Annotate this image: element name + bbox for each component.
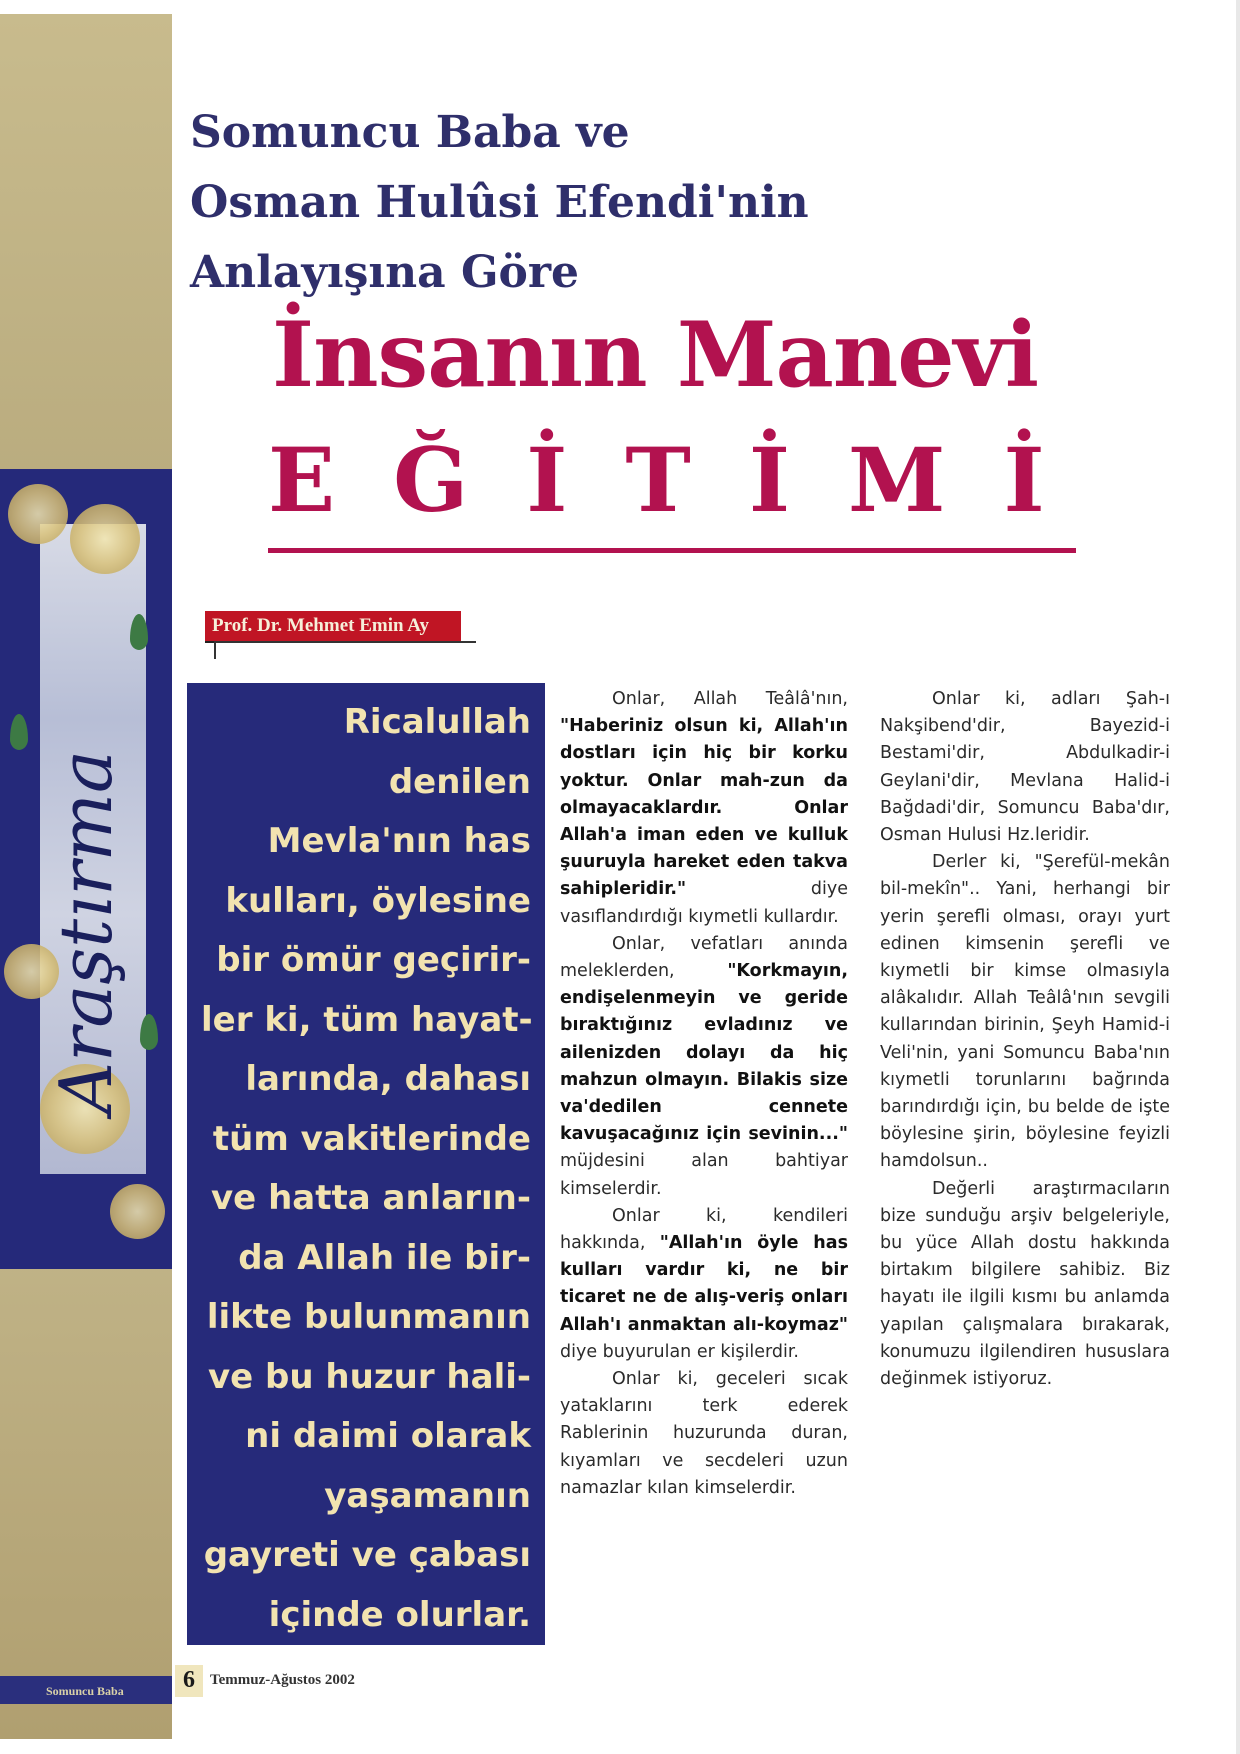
- text-run: Onlar ki, kendileri hakkında,: [560, 1205, 848, 1254]
- author-rule: [214, 641, 476, 643]
- quote-bold: "Allah'ın öyle has kulları vardır ki, ne bir ticaret ne de alış-veriş onları Allah'ı anmaktan alı-koymaz": [560, 1233, 848, 1335]
- pre-title-line: Osman Hulûsi Efendi'nin: [190, 177, 809, 228]
- quote-line: gayreti ve çabası: [203, 1535, 531, 1575]
- quote-line: yaşamanın: [324, 1475, 531, 1516]
- quote-line: ni daimi olarak: [245, 1416, 531, 1456]
- paragraph: Onlar ki, geceleri sıcak yataklarını terk ederek Rablerinin huzurunda duran, kıyamları ve secdeleri uzun namazlar kılan kimselerdir.: [560, 1369, 848, 1498]
- pre-title: [190, 98, 950, 308]
- quote-line: denilen: [388, 761, 531, 802]
- main-title-line1: İnsanın Manevi: [272, 302, 1039, 408]
- text-run: diye vasıflandırdığı kıymetli kullardır.: [560, 879, 848, 927]
- flower-ornament: [110, 1184, 165, 1239]
- page-number: 6: [183, 1667, 195, 1693]
- magazine-name: Somuncu Baba: [46, 1684, 124, 1698]
- quote-line: ler ki, tüm hayat-: [201, 999, 533, 1040]
- title-underline: [268, 548, 1076, 553]
- quote-line: bir ömür geçirir-: [216, 940, 531, 980]
- page-number-box: [175, 1665, 203, 1697]
- flower-ornament: [8, 484, 68, 544]
- section-label: Araştırma: [44, 750, 128, 1114]
- decorative-side-band: [0, 14, 172, 1739]
- quote-line: larında, dahası: [245, 1059, 531, 1099]
- pull-quote: [187, 683, 545, 1645]
- author-rule-tick: [214, 641, 216, 659]
- author-badge: [205, 611, 461, 643]
- text-run: Onlar, vefatları anında meleklerden,: [560, 933, 848, 982]
- page-edge: [1236, 0, 1240, 1754]
- text-run: müjdesini alan bahtiyar kimselerdir.: [560, 1151, 848, 1199]
- main-title-line2: EĞİTİMİ: [268, 428, 1103, 532]
- article-column-1: [560, 686, 848, 1502]
- pull-quote-text: [201, 693, 531, 1645]
- quote-line: tüm vakitlerinde: [212, 1118, 531, 1159]
- quote-line: da Allah ile bir-: [238, 1237, 531, 1278]
- pre-title-line: Somuncu Baba ve: [190, 107, 630, 158]
- paragraph: Derler ki, "Şerefül-mekân bil-mekîn".. Yani, herhangi bir yerin şerefli olması, orayı yurt edinen kimsenin şerefli ve kıymetli bir kimse olmasıyla alâkalıdır. Allah Teâlâ'nın sevgili kullarından birinin, Şeyh Hamid-i Veli'nin, yani Somuncu Baba'nın kıymetli torunlarını bağrında barındırdığı için, bu belde de işte böylesine şirin, böylesine feyizli hamdolsun..: [880, 852, 1170, 1172]
- quote-line: Ricalullah: [343, 702, 531, 742]
- quote-line: içinde olurlar.: [268, 1594, 531, 1635]
- issue-date: Temmuz-Ağustos 2002: [210, 1672, 355, 1688]
- author-name: Prof. Dr. Mehmet Emin Ay: [212, 615, 430, 636]
- text-run: diye buyurulan er kişilerdir.: [560, 1341, 799, 1362]
- quote-bold: "Korkmayın, endişelenmeyin ve geride bıraktığınız evladınız ve ailenizden dolayı da hiç mahzun olmayın. Bilakis size va'dedilen cennete kavuşacağınız için sevinin...": [560, 961, 848, 1145]
- article-column-2: [880, 686, 1170, 1393]
- quote-line: kulları, öylesine: [225, 880, 531, 921]
- paragraph: [560, 1203, 848, 1366]
- paragraph: [560, 931, 848, 1203]
- quote-line: likte bulunmanın: [206, 1297, 531, 1337]
- magazine-name-bar: [0, 1676, 172, 1704]
- text-run: Onlar, Allah Teâlâ'nın,: [612, 689, 848, 709]
- paragraph: Değerli araştırmacıların bize sunduğu arşiv belgeleriyle, bu yüce Allah dostu hakkında birtakım bilgilere sahibiz. Biz hayatı ile ilgili kısmı bu anlamda yapılan çalışmalara bırakarak, konumuzu ilgilendiren hususlara değinmek istiyoruz.: [880, 1178, 1170, 1390]
- paragraph: [560, 686, 848, 931]
- quote-line: ve bu huzur hali-: [207, 1356, 531, 1397]
- quote-line: Mevla'nın has: [267, 821, 531, 861]
- quote-bold: "Haberiniz olsun ki, Allah'ın dostları için hiç bir korku yoktur. Onlar mah-zun da olmayacaklardır. Onlar Allah'a iman eden ve kulluk şuuruyla hareket eden takva sahipleridir.": [560, 716, 848, 900]
- quote-line: ve hatta anların-: [211, 1178, 531, 1218]
- paragraph: Onlar ki, adları Şah-ı Nakşibend'dir, Bayezid-i Bestami'dir, Abdulkadir-i Geylani'dir, Mevlana Halid-i Bağdadi'dir, Somuncu Baba'dır, Osman Hulusi Hz.leridir.: [880, 689, 1170, 846]
- pre-title-line: Anlayışına Göre: [190, 247, 580, 298]
- flower-ornament: [70, 504, 140, 574]
